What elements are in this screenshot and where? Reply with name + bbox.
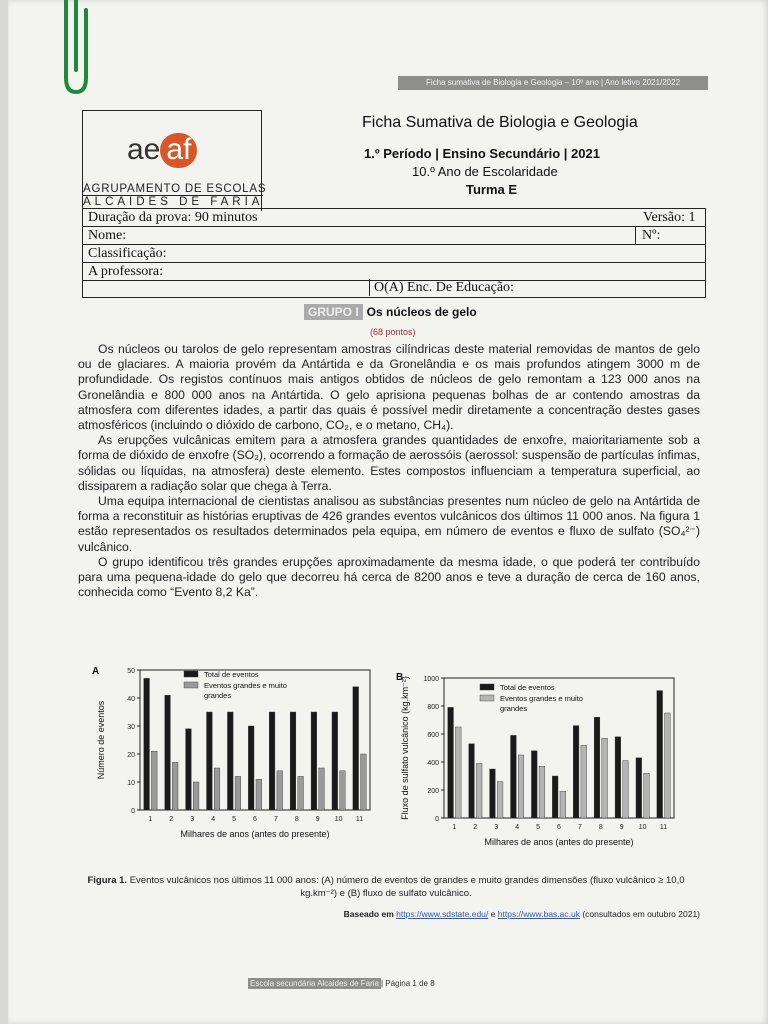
bar-total-3 [186, 729, 192, 810]
x-tick-label: 10 [334, 816, 343, 823]
form-row-guardian [83, 279, 705, 296]
form-row-name [83, 227, 705, 245]
legend-label [204, 681, 287, 700]
bar-large-11 [361, 754, 367, 810]
exam-title: Ficha Sumativa de Biologia e Geologia [362, 114, 638, 131]
bar-total-11 [353, 687, 359, 810]
student-info-form [82, 208, 706, 298]
bar-total-8 [290, 712, 296, 810]
legend-label: Total de eventos [500, 683, 555, 692]
duration-label: Duração da prova: 90 minutos [88, 210, 258, 225]
panel-label: B [396, 672, 404, 683]
bar-large-4 [214, 768, 220, 810]
bar-total-9 [615, 737, 621, 818]
y-tick-label: 50 [127, 668, 135, 675]
caption-text: Eventos vulcânicos nos últimos 11 000 anos: (A) número de eventos de grandes e muito grandes dimensões (fluxo vulcânico ≥ 10,0 kg.km⁻²) e (B) fluxo de sulfato vulcânico. [129, 875, 685, 899]
legend-label: Total de eventos [204, 670, 259, 679]
x-tick-label: 10 [638, 824, 647, 831]
x-tick-label: 9 [315, 816, 320, 823]
paragraph: O grupo identificou três grandes erupções aproximadamente da mesma idade, o que poderá ter contribuído para uma pequena-idade do gelo que decorreu há cerca de 8200 anos e teve a duração de cerca de 160 anos, conhecida como “Evento 8,2 Ka”. [78, 554, 700, 600]
y-tick-label: 30 [127, 724, 135, 731]
version-label: Versão: 1 [643, 210, 696, 225]
x-tick-label: 5 [536, 824, 541, 831]
bar-total-4 [207, 712, 213, 810]
form-row-grade [83, 245, 705, 263]
bar-total-10 [332, 712, 338, 810]
question-text [78, 342, 700, 600]
bar-large-1 [151, 751, 157, 810]
bar-large-2 [172, 762, 178, 810]
y-tick-label: 20 [127, 752, 135, 759]
figure-source [300, 909, 700, 919]
x-tick-label: 9 [619, 824, 624, 831]
y-tick-label: 10 [127, 780, 135, 787]
x-tick-label: 8 [598, 824, 603, 831]
x-tick-label: 11 [355, 816, 364, 823]
bar-total-1 [448, 707, 454, 818]
bar-total-2 [165, 695, 171, 810]
header-bar: Ficha sumativa de Biologia e Geologia – 10º ano | Ano letivo 2021/2022 [398, 76, 708, 90]
paragraph: Os núcleos ou tarolos de gelo representam amostras cilíndricas deste material removidas de mantos de gelo ou de glaciares. A maioria provém da Antártida e da Gronelândia e os mais profundos atingem 3000 m de profundidade. Os registos contínuos mais antigos obtidos de núcleos de gelo remontam a 123 000 anos na Gronelândia e 800 000 anos na Antártida. O gelo aprisiona pequenas bolhas de ar contendo amostras da atmosfera com diferentes idades, a partir das quais é possível medir diretamente a concentração destes gases atmosféricos (incluindo o dióxido de carbono, CO₂, e o metano, CH₄). [78, 342, 700, 433]
figure-caption [76, 874, 696, 900]
legend-line: Eventos grandes e muito [204, 681, 287, 690]
bar-large-1 [455, 727, 461, 818]
source-link-sdstate[interactable]: https://www.sdstate.edu/ [396, 909, 489, 919]
caption-label: Figura 1. [87, 875, 128, 886]
source-suffix: (consultados em outubro 2021) [582, 909, 700, 919]
group-heading [304, 305, 477, 319]
y-tick-label: 0 [131, 808, 135, 815]
legend-swatch [184, 671, 198, 677]
y-tick-label: 400 [427, 760, 439, 767]
bar-total-10 [636, 758, 642, 818]
chart-sulfate-flux [394, 666, 684, 856]
logo-line2: ALCAIDES DE FARIA [83, 196, 264, 208]
group-tag: GRUPO I [304, 304, 363, 320]
footer-page: | Página 1 de 8 [380, 979, 435, 988]
bar-total-6 [552, 776, 558, 818]
x-tick-label: 7 [273, 816, 278, 823]
bar-total-6 [248, 726, 254, 810]
x-tick-label: 4 [211, 816, 216, 823]
x-tick-label: 11 [659, 824, 668, 831]
x-tick-label: 3 [190, 816, 195, 823]
footer-school: Escola secundária Alcaides de Faria [250, 979, 379, 988]
y-tick-label: 600 [427, 732, 439, 739]
exam-year: 10.º Ano de Escolaridade [412, 164, 558, 179]
legend-line: grandes [500, 704, 528, 713]
bar-large-8 [602, 738, 608, 818]
bar-large-6 [256, 779, 262, 810]
y-tick-label: 0 [435, 816, 439, 823]
bar-total-2 [469, 744, 475, 818]
x-tick-label: 1 [148, 816, 153, 823]
page-footer [248, 979, 435, 988]
x-tick-label: 5 [232, 816, 237, 823]
bar-large-5 [539, 766, 545, 818]
logo-mark: ae af [127, 133, 197, 167]
chart-events-count [88, 662, 388, 852]
legend-swatch [184, 682, 198, 688]
legend-line: Eventos grandes e muito [500, 694, 583, 703]
bar-large-8 [298, 776, 304, 810]
exam-period: 1.º Período | Ensino Secundário | 2021 [364, 146, 600, 161]
bar-total-9 [311, 712, 317, 810]
bar-large-7 [277, 771, 283, 810]
x-tick-label: 4 [515, 824, 520, 831]
x-axis-label: Milhares de anos (antes do presente) [484, 837, 634, 847]
form-row-duration [83, 209, 705, 227]
bar-large-6 [560, 791, 566, 818]
bar-total-11 [657, 691, 663, 818]
x-tick-label: 1 [452, 824, 457, 831]
x-tick-label: 2 [473, 824, 478, 831]
teacher-field[interactable]: A professora: [88, 264, 164, 279]
bar-total-5 [227, 712, 233, 810]
legend-swatch [480, 695, 494, 701]
y-tick-label: 200 [427, 788, 439, 795]
name-field[interactable]: Nome: [88, 228, 127, 243]
bar-large-9 [623, 761, 629, 818]
group-title: Os núcleos de gelo [366, 305, 477, 319]
exam-class: Turma E [466, 182, 518, 197]
group-points: (68 pontos) [370, 327, 416, 337]
bar-large-11 [665, 713, 671, 818]
school-logo [82, 110, 267, 211]
source-mid: e [490, 909, 496, 919]
legend-line: grandes [204, 691, 232, 700]
x-axis-label: Milhares de anos (antes do presente) [180, 829, 330, 839]
paperclip-icon [48, 0, 98, 100]
source-link-bas[interactable]: https://www.bas.ac.uk [497, 909, 580, 919]
paragraph: Uma equipa internacional de cientistas analisou as substâncias presentes num núcleo de gelo na Antártida de forma a reconstituir as histórias eruptivas de 426 grandes eventos vulcânicos dos últimos 11 000 anos. Na figura 1 estão representados os resultados determinados pela equipa, em número de eventos e fluxo de sulfato (SO₄²⁻) vulcânico. [78, 494, 700, 554]
guardian-field[interactable]: O(A) Enc. De Educação: [369, 279, 514, 296]
logo-line1: AGRUPAMENTO DE ESCOLAS [83, 183, 267, 195]
legend-swatch [480, 684, 494, 690]
bar-large-7 [581, 745, 587, 818]
bar-total-5 [531, 751, 537, 818]
source-prefix: Baseado em [343, 909, 394, 919]
panel-label: A [92, 666, 100, 677]
grade-field[interactable]: Classificação: [88, 246, 167, 261]
x-tick-label: 6 [253, 816, 257, 823]
bar-total-3 [490, 769, 496, 818]
x-tick-label: 8 [294, 816, 299, 823]
bar-total-8 [594, 717, 600, 818]
bar-large-9 [319, 768, 325, 810]
bar-large-2 [476, 763, 482, 818]
bar-total-1 [144, 678, 150, 810]
y-axis-label: Número de eventos [96, 700, 106, 780]
bar-large-3 [193, 782, 199, 810]
bar-large-4 [518, 755, 524, 818]
bar-total-4 [511, 735, 517, 818]
y-axis-label: Fluxo de sulfato vulcânico (kg.km⁻²) [400, 676, 410, 820]
x-tick-label: 3 [494, 824, 499, 831]
y-tick-label: 800 [427, 704, 439, 711]
x-tick-label: 6 [557, 824, 561, 831]
number-field[interactable]: Nº: [635, 227, 660, 244]
legend-label [500, 694, 583, 713]
x-tick-label: 7 [577, 824, 582, 831]
bar-total-7 [573, 726, 579, 818]
bar-large-10 [644, 773, 650, 818]
bar-large-3 [497, 782, 503, 818]
y-tick-label: 1000 [423, 676, 439, 683]
paragraph: As erupções vulcânicas emitem para a atmosfera grandes quantidades de enxofre, maioritariamente sob a forma de dióxido de enxofre (SO₂), ocorrendo a formação de aerossóis (aerossol: suspensão de partículas ínfimas, sólidas ou líquidas, na atmosfera) deste elemento. Estes compostos influenciam a temperatura superficial, ao dissiparem a radiação solar que chega à Terra. [78, 433, 700, 493]
bar-large-10 [340, 771, 346, 810]
bar-total-7 [269, 712, 275, 810]
y-tick-label: 40 [127, 696, 135, 703]
x-tick-label: 2 [169, 816, 174, 823]
bar-large-5 [235, 776, 241, 810]
